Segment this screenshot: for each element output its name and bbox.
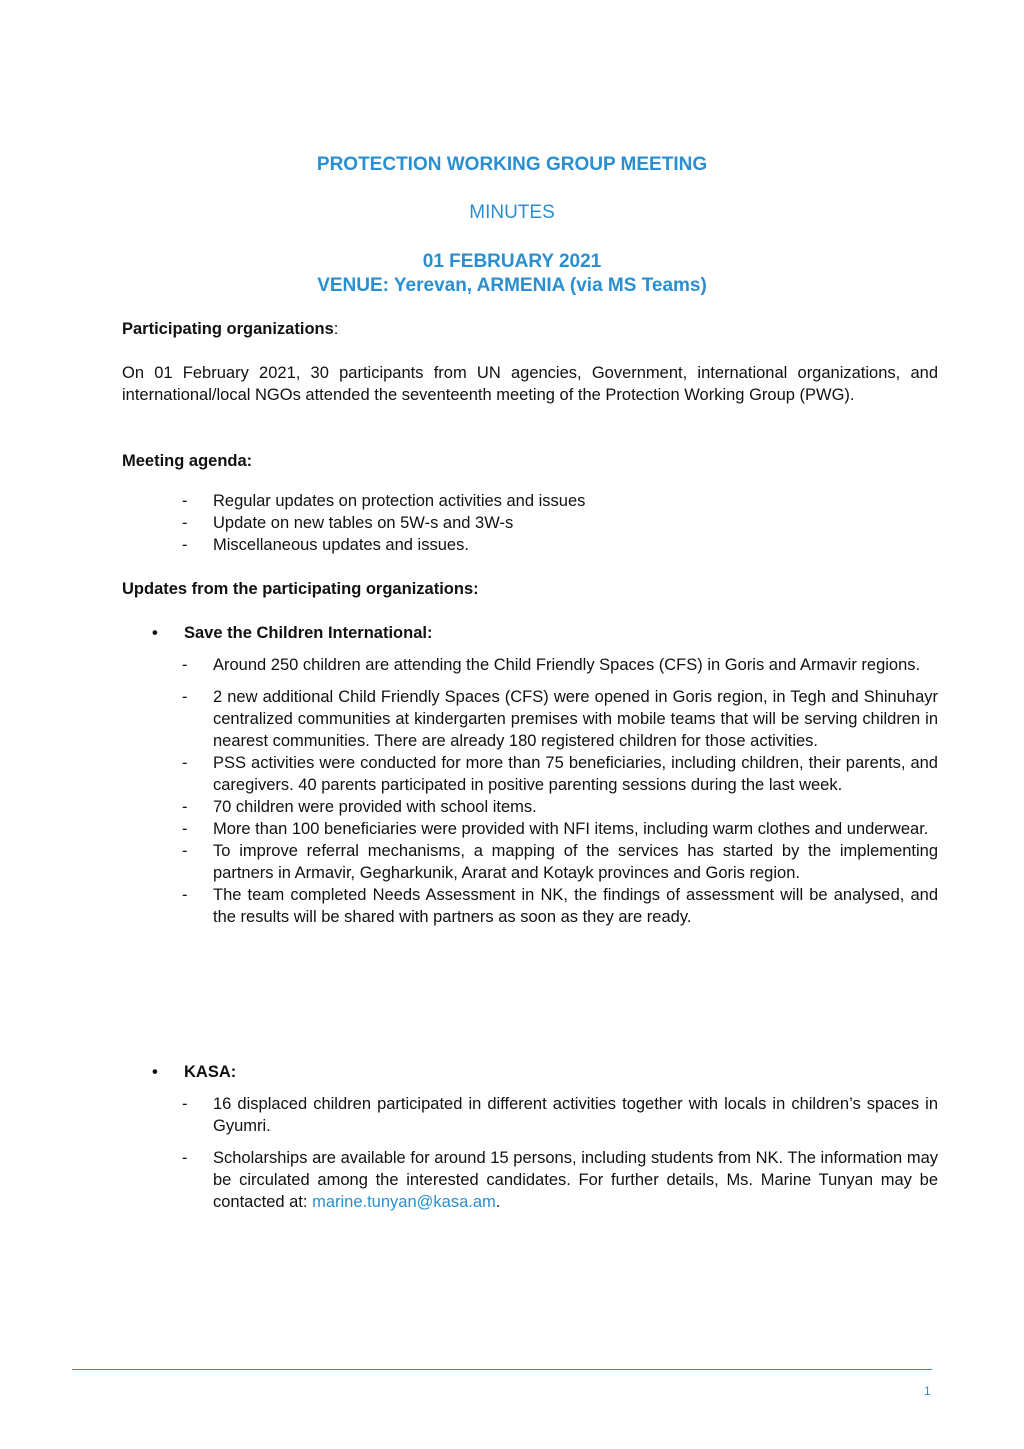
org-kasa (122, 1061, 938, 1213)
list-item: - The team completed Needs Assessment in NK, the findings of assessment will be analysed, and the results will be shared with partners as soon as they are ready. (122, 884, 938, 928)
bullet-icon: • (152, 624, 158, 642)
agenda-list (122, 490, 938, 556)
org-heading: • KASA: (152, 1063, 237, 1081)
list-item: - 16 displaced children participated in different activities together with locals in children’s spaces in Gyumri. (122, 1093, 938, 1137)
list-item: - PSS activities were conducted for more than 75 beneficiaries, including children, their parents, and caregivers. 40 parents participated in positive parenting sessions during the last week. (122, 752, 938, 796)
document-subtitle: MINUTES (469, 202, 555, 223)
footer-divider (72, 1369, 932, 1370)
updates-heading: Updates from the participating organizations: (122, 580, 479, 598)
list-item: - Miscellaneous updates and issues. (122, 534, 938, 556)
participating-heading: Participating organizations: (122, 320, 339, 338)
list-item: - Regular updates on protection activities and issues (122, 490, 938, 512)
participating-text: On 01 February 2021, 30 participants from UN agencies, Government, international organizations, and international/local NGOs attended the seventeenth meeting of the Protection Working Group (PWG). (122, 364, 938, 404)
agenda-section (122, 450, 938, 556)
bullet-icon: • (152, 1063, 158, 1081)
list-item: - Update on new tables on 5W-s and 3W-s (122, 512, 938, 534)
org-save-the-children (122, 622, 938, 928)
email-link[interactable]: marine.tunyan@kasa.am (312, 1193, 496, 1211)
list-item: - To improve referral mechanisms, a mapping of the services has started by the implementing partners in Armavir, Gegharkunik, Ararat and Kotayk provinces and Goris region. (122, 840, 938, 884)
meeting-date: 01 FEBRUARY 2021 (422, 251, 602, 272)
org-heading: • Save the Children International: (152, 624, 433, 642)
updates-section (122, 578, 938, 600)
document-title: PROTECTION WORKING GROUP MEETING (316, 154, 708, 175)
list-item: - Scholarships are available for around 15 persons, including students from NK. The information may be circulated among the interested candidates. For further details, Ms. Marine Tunyan may be contacted at: marine.tunyan@kasa.am. (122, 1147, 938, 1213)
list-item: - 2 new additional Child Friendly Spaces (CFS) were opened in Goris region, in Tegh and Shinuhayr centralized communities at kindergarten premises with mobile teams that will be serving children in nearest communities. There are already 180 registered children for those activities. (122, 686, 938, 752)
org-update-list (122, 654, 938, 928)
meeting-date-venue (0, 250, 1024, 298)
meeting-venue: VENUE: Yerevan, ARMENIA (via MS Teams) (317, 275, 707, 296)
org-update-list (122, 1093, 938, 1213)
participating-section (122, 318, 938, 406)
list-item: - Around 250 children are attending the Child Friendly Spaces (CFS) in Goris and Armavir regions. (122, 654, 938, 676)
agenda-heading: Meeting agenda: (122, 452, 253, 470)
list-item: - 70 children were provided with school items. (122, 796, 938, 818)
page-number: 1 (924, 1384, 931, 1398)
list-item: - More than 100 beneficiaries were provided with NFI items, including warm clothes and underwear. (122, 818, 938, 840)
